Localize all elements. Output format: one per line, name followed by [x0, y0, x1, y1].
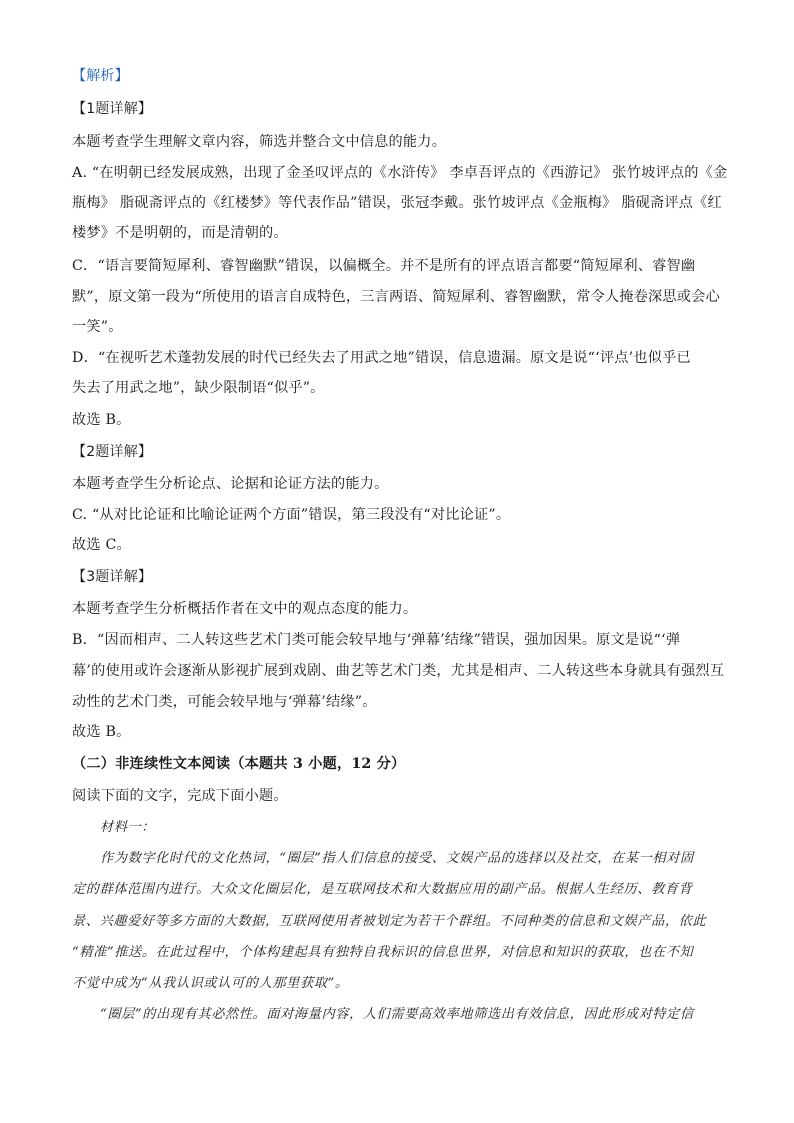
q1-line: 失去了用武之地”，缺少限制语“似乎”。 — [72, 380, 325, 396]
section-title: （二）非连续性文本阅读（本题共 3 小题，12 分） — [72, 756, 406, 772]
q3-answer: 故选 B。 — [72, 724, 131, 740]
q1-line: 楼梦》不是明朝的，而是清朝的。 — [72, 225, 288, 241]
q1-line: 本题考查学生理解文章内容，筛选并整合文中信息的能力。 — [72, 134, 447, 150]
material-line: 作为数字化时代的文化热词，“圈层”指人们信息的接受、文娱产品的选择以及社交，在某一相对固 — [100, 851, 694, 866]
material-line: “圈层”的出现有其必然性。面对海量内容，人们需要高效率地筛选出有效信息，因此形成对特定信 — [100, 1007, 694, 1022]
q2-line: C. “从对比论证和比喻论证两个方面”错误，第三段没有“对比论证”。 — [72, 507, 511, 523]
q1-heading: 【1题详解】 — [72, 101, 153, 117]
q3-line: 本题考查学生分析概括作者在文中的观点态度的能力。 — [72, 601, 418, 617]
q1-line: A. “在明朝已经发展成熟，出现了金圣叹评点的《水浒传》 李卓吾评点的《西游记》 张竹坡评点的《金 — [72, 165, 728, 181]
material-line: 不觉中成为“从我认识或认可的人那里获取”。 — [72, 976, 349, 991]
q2-line: 本题考查学生分析论点、论据和论证方法的能力。 — [72, 476, 389, 492]
q3-heading: 【3题详解】 — [72, 569, 153, 585]
analysis-heading: 【解析】 — [72, 68, 129, 84]
q3-line: 幕’的使用或许会逐渐从影视扩展到戏剧、曲艺等艺术门类，尤其是相声、二人转这些本身就具有强烈互 — [72, 663, 725, 679]
q1-line: 默”，原文第一段为“所使用的语言自成特色，三言两语、简短犀利、睿智幽默，常令人掩卷深思或会心 — [72, 289, 720, 305]
q1-line: 瓶梅》 脂砚斋评点的《红楼梦》等代表作品”错误，张冠李戴。张竹坡评点《金瓶梅》 脂砚斋评点《红 — [72, 195, 722, 211]
q1-line: C．“语言要简短犀利、睿智幽默”错误，以偏概全。并不是所有的评点语言都要“简短犀利、睿智幽 — [72, 258, 696, 274]
material-line: “精准”推送。在此过程中，个体构建起具有独特自我标识的信息世界，对信息和知识的获取，也在不知 — [72, 945, 694, 960]
material-label: 材料一： — [100, 820, 156, 835]
material-line: 景、兴趣爱好等多方面的大数据，互联网使用者被划定为若干个群组。不同种类的信息和文娱产品，依此 — [72, 914, 707, 929]
q2-heading: 【2题详解】 — [72, 444, 153, 460]
material-line: 定的群体范围内进行。大众文化圈层化，是互联网技术和大数据应用的副产品。根据人生经历、教育背 — [72, 882, 693, 897]
q1-line: 一笑”。 — [72, 319, 123, 335]
q1-line: D．“在视听艺术蓬勃发展的时代已经失去了用武之地”错误，信息遗漏。原文是说“‘评点’也似乎已 — [72, 350, 691, 366]
reading-instruction: 阅读下面的文字，完成下面小题。 — [72, 788, 288, 804]
q3-line: 动性的艺术门类，可能会较早地与‘弹幕’结缘”。 — [72, 694, 377, 710]
q1-answer: 故选 B。 — [72, 412, 131, 428]
q3-line: B．“因而相声、二人转这些艺术门类可能会较早地与‘弹幕’结缘”错误，强加因果。原文是说“‘弹 — [72, 632, 681, 648]
q2-answer: 故选 C。 — [72, 537, 131, 553]
